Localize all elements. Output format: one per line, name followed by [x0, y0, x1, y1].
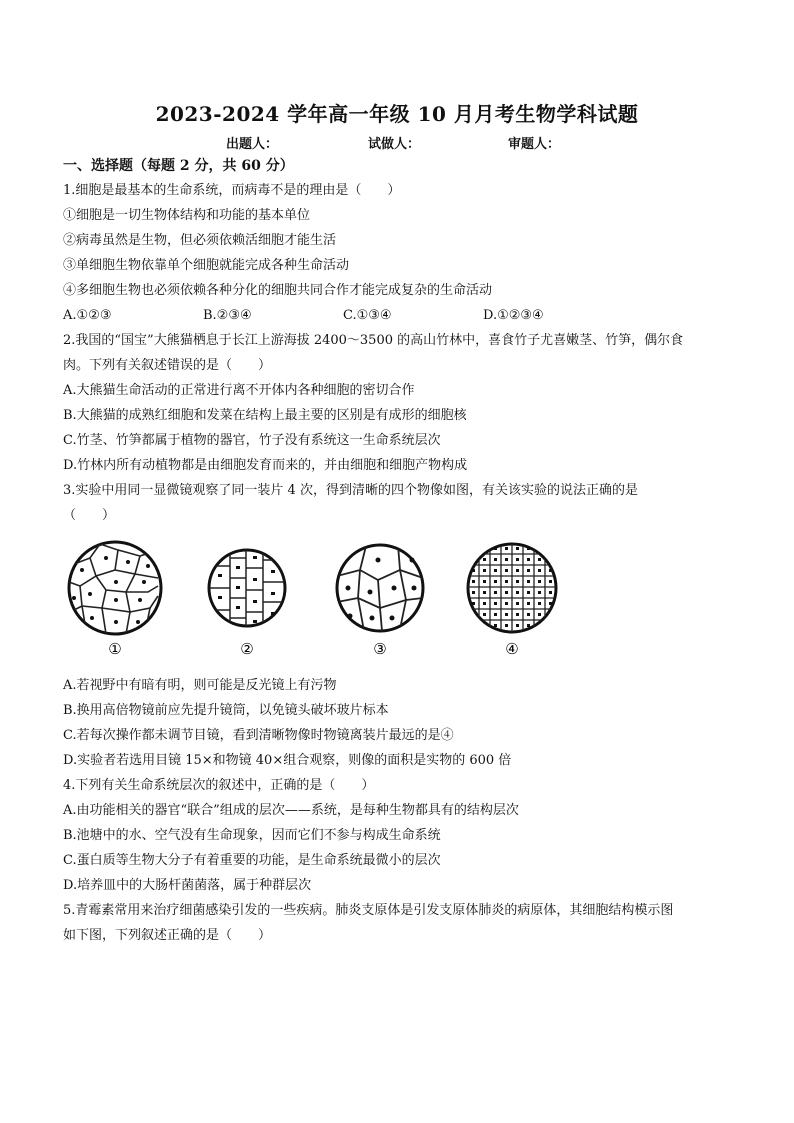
figure-label-2: ②	[240, 640, 254, 658]
setter-label: 出题人：	[226, 137, 279, 152]
q3-stem-line1: 3.实验中用同一显微镜观察了同一装片 4 次，得到清晰的四个物像如图，有关该实验的说法正确的是	[63, 483, 638, 498]
q2-stem-line2: 肉。下列有关叙述错误的是（ ）	[63, 358, 272, 373]
microscope-figure	[60, 536, 590, 666]
tester-label: 试做人：	[368, 137, 421, 152]
q1-option-a: A.①②③	[63, 308, 112, 323]
q5-stem-line1: 5.青霉素常用来治疗细菌感染引发的一些疾病。肺炎支原体是引发支原体肺炎的病原体，其细胞结构模示图	[63, 903, 674, 918]
q2-option-d: D.竹林内所有动植物都是由细胞发育而来的，并由细胞和细胞产物构成	[63, 458, 468, 473]
q3-stem-line2: （ ）	[63, 508, 116, 523]
q5-stem-line2: 如下图，下列叙述正确的是（ ）	[63, 928, 272, 943]
q3-option-b: B.换用高倍物镜前应先提升镜筒，以免镜头破坏玻片标本	[63, 703, 389, 718]
q4-stem: 4.下列有关生命系统层次的叙述中，正确的是（ ）	[63, 778, 375, 793]
view-4-cells	[466, 542, 558, 634]
q1-item-2: ②病毒虽然是生物，但必须依赖活细胞才能生活	[63, 233, 337, 248]
q1-option-b: B.②③④	[203, 308, 252, 323]
microscope-views-svg	[60, 536, 590, 666]
author-line	[226, 133, 606, 151]
q4-option-c: C.蛋白质等生物大分子有着重要的功能，是生命系统最微小的层次	[63, 853, 441, 868]
figure-label-3: ③	[373, 640, 387, 658]
q2-option-c: C.竹茎、竹笋都属于植物的器官，竹子没有系统这一生命系统层次	[63, 433, 441, 448]
view-3-cells	[337, 545, 423, 631]
q4-option-b: B.池塘中的水、空气没有生命现象，因而它们不参与构成生命系统	[63, 828, 441, 843]
q1-item-4: ④多细胞生物也必须依赖各种分化的细胞共同合作才能完成复杂的生命活动	[63, 283, 493, 298]
q2-option-a: A.大熊猫生命活动的正常进行离不开体内各种细胞的密切合作	[63, 383, 415, 398]
q4-option-a: A.由功能相关的器官“联合”组成的层次——系统，是每种生物都具有的结构层次	[63, 803, 519, 818]
reviewer-label: 审题人：	[508, 137, 561, 152]
q3-option-c: C.若每次操作都未调节目镜，看到清晰物像时物镜离装片最远的是④	[63, 728, 454, 743]
q1-option-c: C.①③④	[343, 308, 392, 323]
view-2-cells	[209, 546, 285, 630]
q1-options	[63, 307, 663, 325]
q1-stem: 1.细胞是最基本的生命系统，而病毒不是的理由是（ ）	[63, 183, 401, 198]
figure-label-1: ①	[108, 640, 122, 658]
section-heading: 一、选择题（每题 2 分，共 60 分）	[63, 158, 294, 174]
q3-option-a: A.若视野中有暗有明，则可能是反光镜上有污物	[63, 678, 337, 693]
q3-option-d: D.实验者若选用目镜 15×和物镜 40×组合观察，则像的面积是实物的 600 倍	[63, 753, 512, 768]
q1-option-d: D.①②③④	[483, 308, 544, 323]
q1-item-1: ①细胞是一切生物体结构和功能的基本单位	[63, 208, 311, 223]
q1-item-3: ③单细胞生物依靠单个细胞就能完成各种生命活动	[63, 258, 350, 273]
figure-label-4: ④	[505, 640, 519, 658]
q4-option-d: D.培养皿中的大肠杆菌菌落，属于种群层次	[63, 878, 312, 893]
q2-stem-line1: 2.我国的“国宝”大熊猫栖息于长江上游海拔 2400～3500 的高山竹林中，喜食竹子尤喜嫩茎、竹笋，偶尔食	[63, 333, 684, 348]
exam-title: 2023-2024 学年高一年级 10 月月考生物学科试题	[155, 102, 639, 126]
q2-option-b: B.大熊猫的成熟红细胞和发菜在结构上最主要的区别是有成形的细胞核	[63, 408, 467, 423]
view-1-cells	[69, 542, 161, 634]
